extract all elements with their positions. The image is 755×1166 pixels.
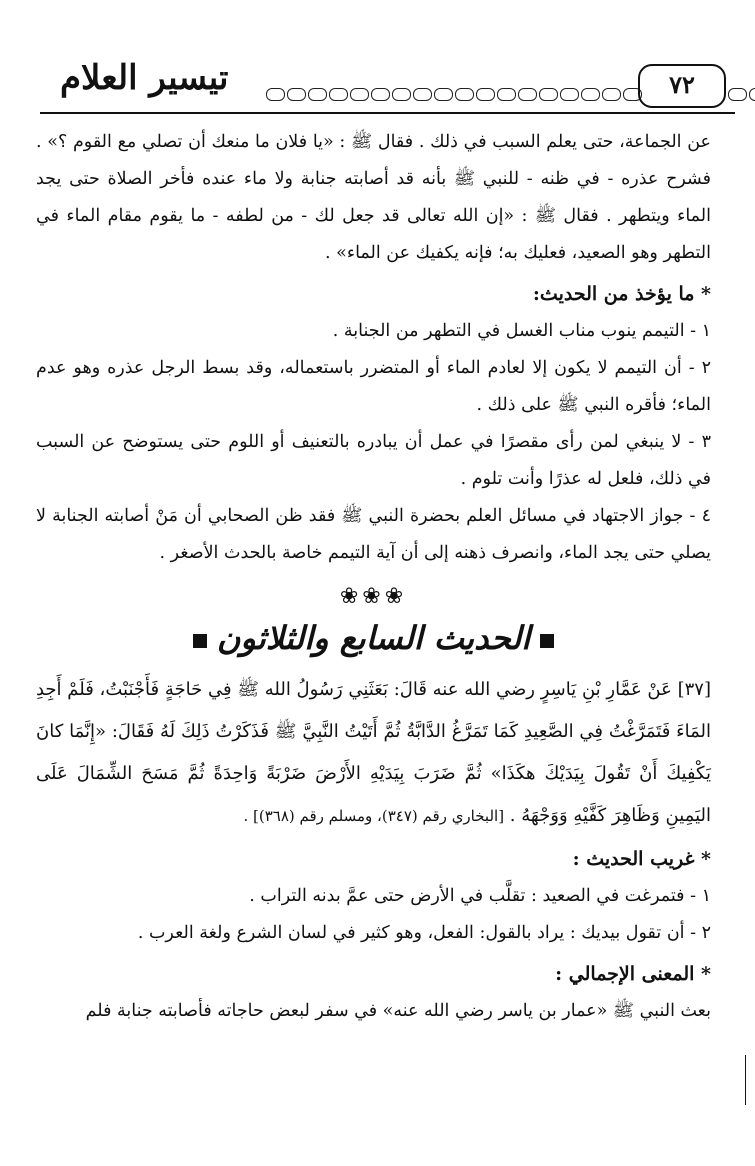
lesson-item-4: ٤ - جواز الاجتهاد في مسائل العلم بحضرة النبي ﷺ فقد ظن الصحابي أن مَنْ أصابته الجنابة لا يصلي حتى يجد الماء، وانصرف ذهنه إلى أن آية التيمم خاصة بالحدث الأصغر . <box>36 506 711 563</box>
vocab-item-1: ١ - فتمرغت في الصعيد : تقلَّب في الأرض حتى عمَّ بدنه التراب . <box>249 886 711 906</box>
book-title: تيسير العلام <box>60 58 229 98</box>
square-ornament-icon <box>540 634 554 648</box>
ornament-divider: ❀❀❀ <box>339 584 408 609</box>
meaning-paragraph: بعث النبي ﷺ «عمار بن ياسر رضي الله عنه» في سفر لبعض حاجاته فأصابته جنابة فلم <box>85 1001 711 1021</box>
page-header <box>40 58 735 118</box>
section-heading-lessons: * ما يؤخذ من الحديث: <box>532 283 711 305</box>
lesson-item-1: ١ - التيمم ينوب مناب الغسل في التطهر من الجنابة . <box>332 321 711 341</box>
ornament-chain-left <box>266 88 642 102</box>
page-content <box>36 124 711 1030</box>
hadith-text-block <box>36 669 711 837</box>
vocab-item-2: ٢ - أن تقول بيديك : يراد بالقول: الفعل، وهو كثير في لسان الشرع ولغة العرب . <box>137 923 711 943</box>
square-ornament-icon <box>193 634 207 648</box>
intro-paragraph: عن الجماعة، حتى يعلم السبب في ذلك . فقال ﷺ : «يا فلان ما منعك أن تصلي مع القوم ؟» . فشرح عذره - في ظنه - للنبي ﷺ بأنه قد أصابته جنابة ولا ماء عنده فأخر الصلاة حتى يجد الماء ويتطهر . فقال ﷺ : «إن الله تعالى قد جعل لك - من لطفه - ما يقوم مقام الماء في التطهر وهو الصعيد، فعليك به؛ فإنه يكفيك عن الماء» . <box>36 132 711 263</box>
header-rule <box>40 112 735 114</box>
hadith-reference: [البخاري رقم (٣٤٧)، ومسلم رقم (٣٦٨)] . <box>243 807 505 825</box>
section-heading-vocabulary: * غريب الحديث : <box>572 848 711 870</box>
section-heading-meaning: * المعنى الإجمالي : <box>555 963 711 985</box>
page-number: ٧٢ <box>669 70 695 99</box>
margin-line <box>745 1055 746 1105</box>
chapter-title: الحديث السابع والثلاثون <box>216 619 531 657</box>
chapter-title-wrap <box>36 615 711 661</box>
hadith-text: [٣٧] عَنْ عَمَّارِ بْنِ يَاسِرٍ رضي الله عنه قَالَ: بَعَثَنِي رَسُولُ الله ﷺ فِي حَاجَةٍ فَأَجْنَبْتُ، فَلَمْ أَجِدِ المَاءَ فَتَمَرَّغْتُ فِي الصَّعِيدِ كَمَا تَمَرَّغُ الدَّابَّةُ ثُمَّ أَتَيْتُ النَّبِيَّ ﷺ فَذَكَرْتُ ذَلِكَ لَهُ فَقَالَ: «إِنَّمَا كانَ يَكْفِيكَ أَنْ تَقُولَ بِيَدَيْكَ هكَذَا» ثُمَّ ضَرَبَ بِيَدَيْهِ الأَرْضَ ضَرْبَةً وَاحِدَةً ثُمَّ مَسَحَ الشِّمَالَ عَلَى اليَمِينِ وَظَاهِرَ كَفَّيْهِ وَوَجْهَهُ . <box>35 679 711 826</box>
lesson-item-2: ٢ - أن التيمم لا يكون إلا لعادم الماء أو المتضرر باستعماله، وقد بسط الرجل عذره وهو عدم الماء؛ فأقره النبي ﷺ على ذلك . <box>36 358 711 415</box>
lesson-item-3: ٣ - لا ينبغي لمن رأى مقصرًا في عمل أن يبادره بالتعنيف أو اللوم حتى يستوضح عن السبب في ذلك، فلعل له عذرًا وأنت تلوم . <box>36 432 711 489</box>
ornament-chain-right <box>728 88 755 102</box>
page-number-box <box>638 64 726 108</box>
